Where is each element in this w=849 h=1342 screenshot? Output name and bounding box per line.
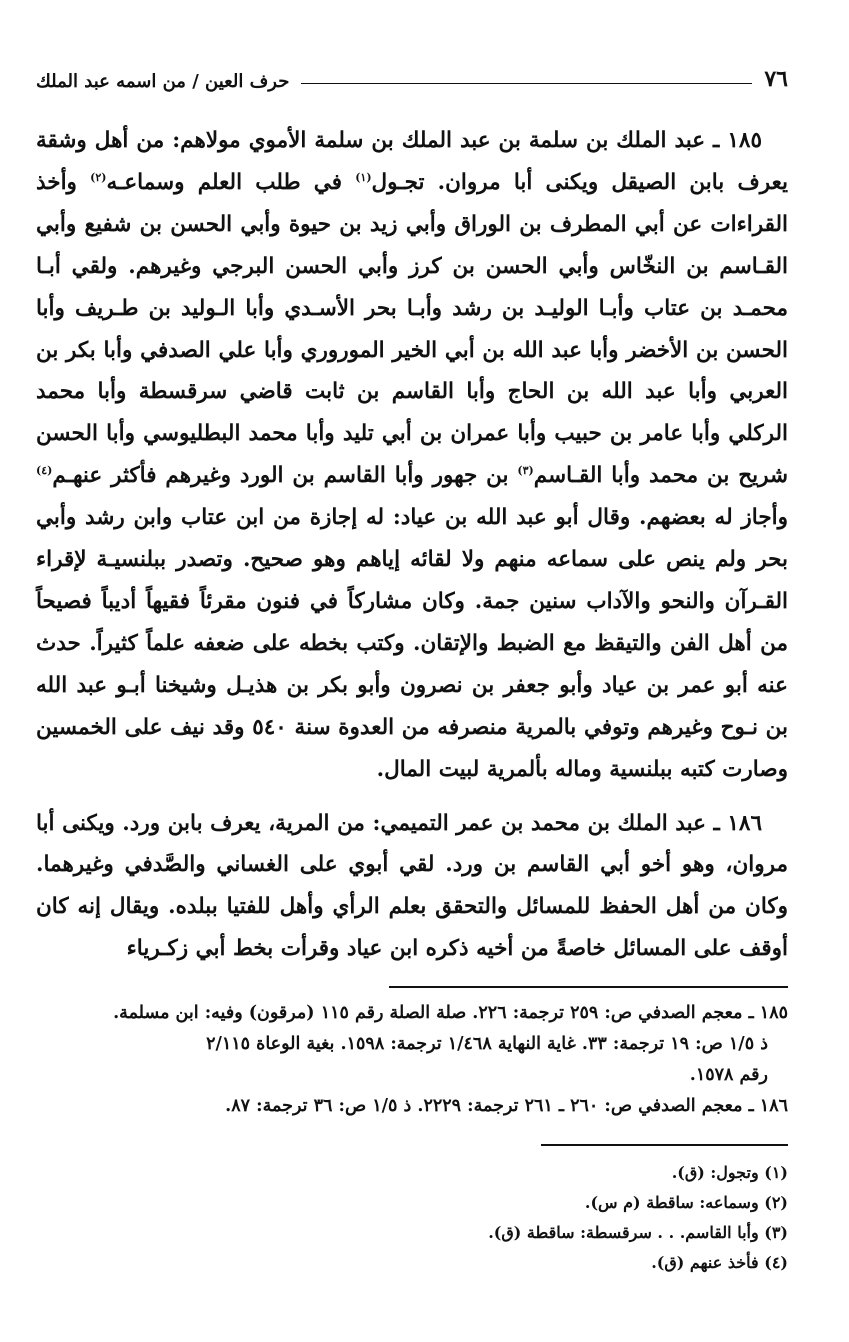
footnote: (١) وتجول: (ق). <box>671 1163 788 1183</box>
entry-185-part-3: وأخذ القراءات عن أبي المطرف بن الوراق وأبي زيد بن حيوة وأبي الحسن بن شفيع وأبي القـاسم بن النخّاس وأبي الحسن بن كرز وأبي الحسن البرجي وغيرهم. ولقي أبـا محمـد بن عتاب وأبـا الوليـد بن رشد وأبـا بحر الأسـدي وأبا الـوليد بن طـريف وأبا الحسن بن الأخضر وأبا عبد الله بن أبي الخير الموروري وأبا علي الصدفي وأبا بكر بن العربي وأبا عبد الله بن الحاج وأبا القاسم بن ثابت قاضي سرقسطة وأبا محمد الركلي وأبا عامر بن حبيب وأبا عمران بن أبي تليد وأبا محمد البطليوسي وأبا الحسن شريح بن محمد وأبا القـاسم <box>36 169 788 489</box>
footnote: (٢) وسماعه: ساقطة (م س). <box>584 1193 788 1213</box>
entry-185-part-5: وأجاز له بعضهم. وقال أبو عبد الله بن عياد: له إجازة من ابن عتاب وابن رشد وأبي بحر ولم ينص على سماعه منهم ولا لقائه إياهم وهو صحيح. وتصدر ببلنسيـة لإقراء القـرآن والنحو والآداب سنين جمة. وكان مشاركاً في فنون مقرئاً فقيهاً أديباً فصيحاً من أهل الفن والتيقظ مع الضبط والإتقان. وكتب بخطه على ضعفه علماً كثيراً. حدث عنه أبو عمر بن عياد وأبو جعفر بن نصرون وأبو بكر بن هذيـل وشيخنا أبـو عبد الله بن نـوح وغيرهم وتوفي بالمرية منصرفه من العدوة سنة ٥٤٠ وقد نيف على الخمسين وصارت كتبه ببلنسية وماله بألمرية لبيت المال. <box>36 505 788 782</box>
entry-185-part-2: في طلب العلم وسماعـه <box>106 169 356 195</box>
note-ref-3: (٣) <box>517 464 534 478</box>
note-ref-4: (٤) <box>36 464 53 478</box>
book-page <box>36 58 788 1278</box>
running-title: حرف العين / من اسمه عبد الملك <box>36 71 290 92</box>
main-text <box>36 120 788 970</box>
source-line: رقم ١٥٧٨. <box>689 1065 768 1086</box>
source-line: ١٨٥ ـ معجم الصدفي ص: ٢٥٩ ترجمة: ٢٢٦. صلة الصلة رقم ١١٥ (مرقون) وفيه: ابن مسلمة. <box>113 1003 788 1024</box>
entry-186: ١٨٦ ـ عبد الملك بن محمد بن عمر التميمي: من المرية، يعرف بابن ورد. ويكنى أبا مروان، وهو أخو أبي القاسم بن ورد. لقي أبوي على الغساني والصَّدفي وغيرهما. وكان من أهل الحفظ للمسائل والتحقق بعلم الرأي وأهل للفتيا ببلده. ويقال إنه كان أوقف على المسائل خاصةً من أخيه ذكره ابن عياد وقرأت بخط أبي زكـرياء <box>36 810 788 962</box>
sources-separator <box>389 986 788 988</box>
entry-185-part-1: ١٨٥ ـ عبد الملك بن سلمة بن عبد الملك بن سلمة الأموي مولاهم: من أهل وشقة يعرف بابن الصيقل ويكنى أبا مروان. تجـول <box>36 128 788 195</box>
sources-block <box>36 998 788 1122</box>
source-line: ١٨٦ ـ معجم الصدفي ص: ٢٦٠ ـ ٢٦١ ترجمة: ٢٢٢٩. ذ ١/٥ ص: ٣٦ ترجمة: ٨٧. <box>225 1096 788 1117</box>
page-number: ٧٦ <box>764 66 788 92</box>
header-rule <box>301 83 752 84</box>
footnotes-separator <box>541 1144 788 1146</box>
note-ref-2: (٢) <box>90 170 107 184</box>
entry-185 <box>36 120 788 791</box>
note-ref-1: (١) <box>355 170 372 184</box>
entry-185-part-4: بن جهور وأبا القاسم بن الورد وغيرهم فأكثر عنهـم <box>52 463 518 489</box>
source-line: ذ ١/٥ ص: ١٩ ترجمة: ٣٣. غاية النهاية ١/٤٦٨ ترجمة: ١٥٩٨. بغية الوعاة ٢/١١٥ <box>206 1034 768 1055</box>
page-header <box>36 58 788 92</box>
footnote: (٣) وأبا القاسم. . . سرقسطة: ساقطة (ق). <box>488 1223 788 1243</box>
footnotes <box>36 1158 788 1278</box>
footnote: (٤) فأخذ عنهم (ق). <box>651 1253 788 1273</box>
